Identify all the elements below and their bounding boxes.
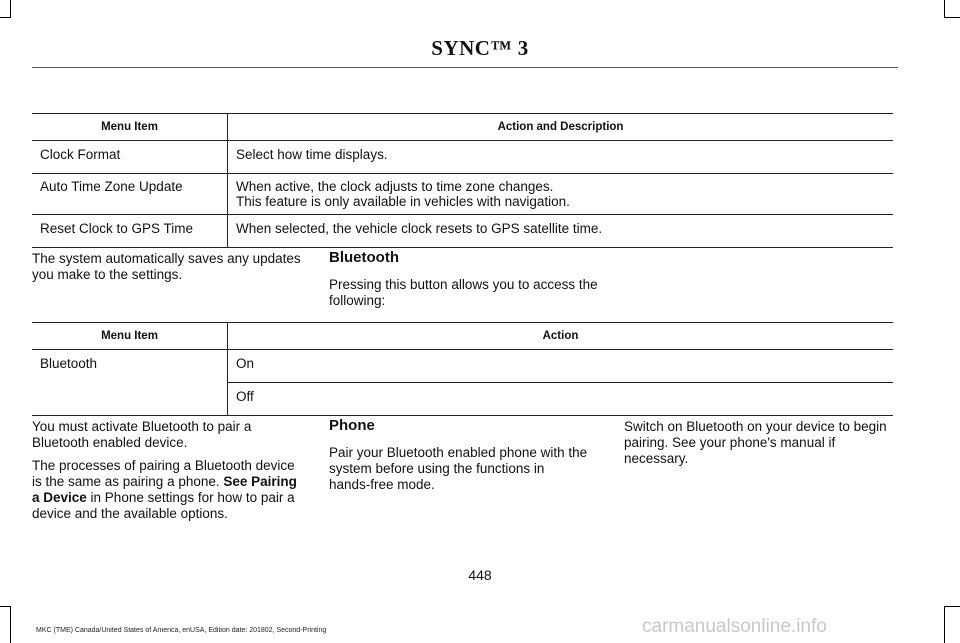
crop-mark-top-right-h <box>944 17 960 18</box>
text-line: necessary. <box>624 451 689 466</box>
table-row <box>32 141 893 174</box>
column-header-action-description: Action and Description <box>228 114 894 141</box>
table-header-row <box>32 114 893 141</box>
table-row <box>32 215 893 248</box>
menu-item-cell: Auto Time Zone Update <box>32 174 228 215</box>
activate-bluetooth-paragraph <box>32 419 317 451</box>
edition-footer: MKC (TME) Canada/United States of America, enUSA, Edition date: 201802, Second-Printing <box>36 627 327 634</box>
description-line: When selected, the vehicle clock resets to GPS satellite time. <box>236 221 603 236</box>
text-line: system before using the functions in <box>329 461 545 476</box>
phone-heading: Phone <box>329 417 375 434</box>
clock-settings-table <box>32 113 893 248</box>
phone-paragraph <box>329 445 614 493</box>
text-line: hands-free mode. <box>329 477 435 492</box>
description-line: This feature is only available in vehicles with navigation. <box>236 194 570 209</box>
text-fragment: is the same as pairing a phone. <box>32 474 224 489</box>
text-line: Pair your Bluetooth enabled phone with the <box>329 445 588 460</box>
crop-mark-top-left-h <box>0 17 11 18</box>
pairing-device-reference: a Device <box>32 490 87 505</box>
action-cell: On <box>228 350 894 383</box>
table-row <box>32 174 893 215</box>
column-header-menu-item: Menu Item <box>32 323 228 350</box>
text-line: device and the available options. <box>32 506 228 521</box>
text-line: Pressing this button allows you to access the <box>329 277 598 292</box>
action-cell: Off <box>228 383 894 416</box>
page-title: SYNC™ 3 <box>431 36 529 60</box>
menu-item-cell: Clock Format <box>32 141 228 174</box>
table-row <box>32 350 893 383</box>
text-line: The system automatically saves any updates <box>32 251 301 266</box>
header-divider <box>32 67 898 68</box>
text-line: you make to the settings. <box>32 267 183 282</box>
crop-mark-bottom-right-h <box>944 606 960 607</box>
text-line: The processes of pairing a Bluetooth device <box>32 458 295 473</box>
switch-on-bluetooth-paragraph <box>624 419 904 467</box>
description-line: Select how time displays. <box>236 147 388 162</box>
bluetooth-menu-table <box>32 322 893 416</box>
column-header-menu-item: Menu Item <box>32 114 228 141</box>
text-line: pairing. See your phone's manual if <box>624 435 836 450</box>
crop-mark-top-right-v <box>944 0 945 18</box>
description-cell <box>228 215 894 248</box>
text-line: Switch on Bluetooth on your device to begin <box>624 419 887 434</box>
crop-mark-bottom-left-h <box>0 606 11 607</box>
settings-save-paragraph <box>32 251 312 283</box>
see-pairing-reference: See Pairing <box>223 474 297 489</box>
crop-mark-bottom-left-v <box>10 606 11 643</box>
bluetooth-paragraph <box>329 277 614 309</box>
text-line: following: <box>329 293 386 308</box>
crop-mark-bottom-right-v <box>944 606 945 643</box>
watermark: carmanualsonline.info <box>642 616 827 637</box>
page-number: 448 <box>468 567 492 583</box>
text-fragment: in Phone settings for how to pair a <box>86 490 295 505</box>
crop-mark-top-left-v <box>10 0 11 18</box>
pairing-process-paragraph <box>32 458 317 522</box>
bluetooth-heading: Bluetooth <box>329 249 399 266</box>
description-line: When active, the clock adjusts to time zone changes. <box>236 179 554 194</box>
text-line <box>32 474 317 490</box>
description-cell <box>228 141 894 174</box>
text-line <box>32 490 317 506</box>
menu-item-cell: Reset Clock to GPS Time <box>32 215 228 248</box>
column-header-action: Action <box>228 323 894 350</box>
text-line: Bluetooth enabled device. <box>32 435 188 450</box>
table-header-row <box>32 323 893 350</box>
text-line: You must activate Bluetooth to pair a <box>32 419 252 434</box>
menu-item-cell: Bluetooth <box>32 350 228 416</box>
description-cell <box>228 174 894 215</box>
